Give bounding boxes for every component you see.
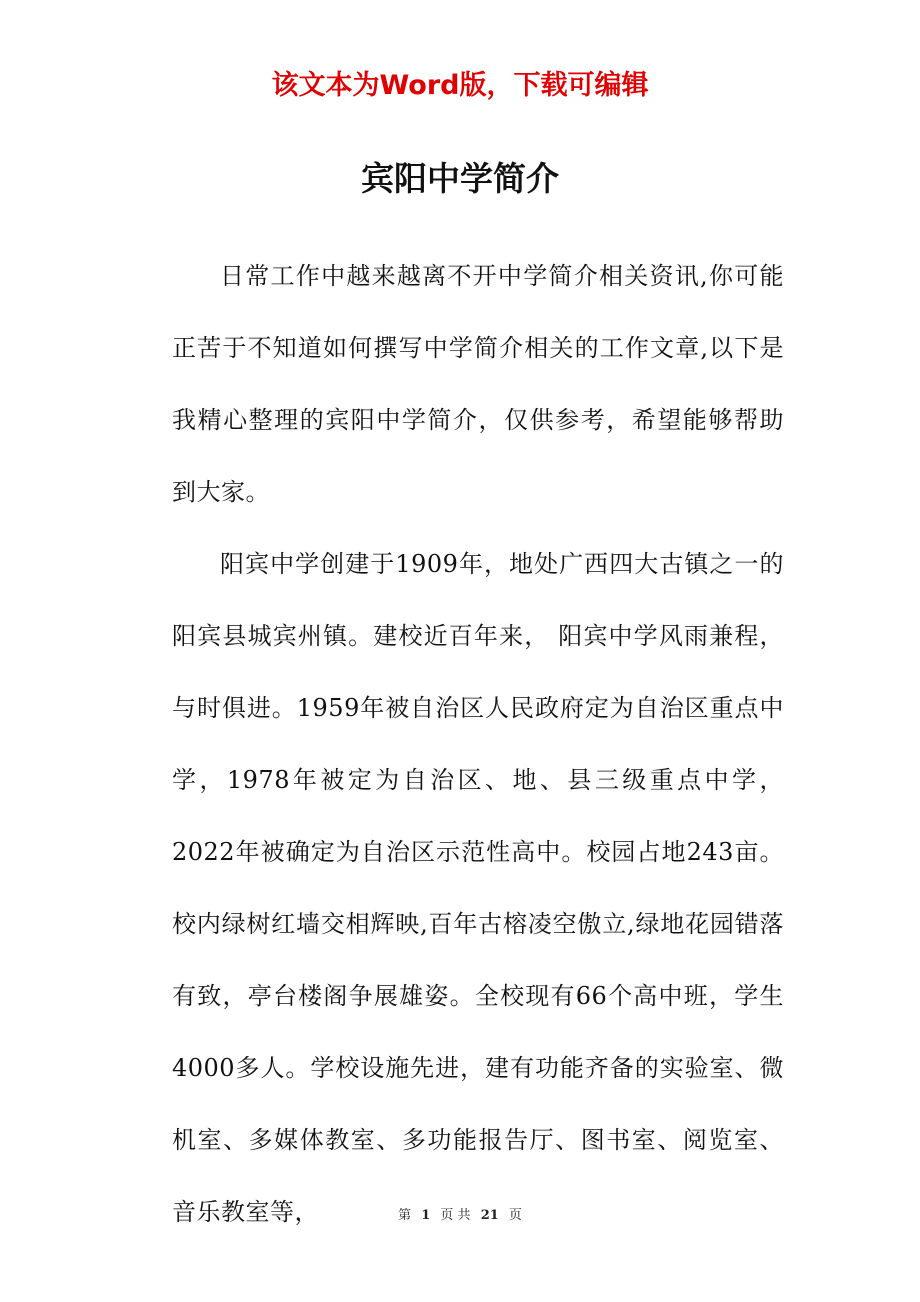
- footer-suffix: 页: [508, 1208, 522, 1223]
- document-body: [172, 240, 784, 1248]
- page-footer: [0, 1204, 920, 1228]
- paragraph-history: 阳宾中学创建于1909年，地处广西四大古镇之一的阳宾县城宾州镇。建校近百年来， 阳宾中学风雨兼程，与时俱进。1959年被自治区人民政府定为自治区重点中学，1978年被定为自治区、地、县三级重点中学，2022年被确定为自治区示范性高中。校园占地243亩。校内绿树红墙交相辉映,百年古榕凌空傲立,绿地花园错落有致，亭台楼阁争展雄姿。全校现有66个高中班，学生4000多人。学校设施先进，建有功能齐备的实验室、微机室、多媒体教室、多功能报告厅、图书室、阅览室、音乐教室等，: [172, 550, 784, 1226]
- page-title: 宾阳中学简介: [361, 159, 559, 198]
- footer-middle: 页 共: [440, 1208, 471, 1223]
- footer-prefix: 第: [398, 1208, 412, 1223]
- download-banner: 该文本为Word版，下载可编辑: [271, 70, 649, 101]
- current-page-number: 1: [421, 1208, 431, 1223]
- paragraph-intro: 日常工作中越来越离不开中学简介相关资讯,你可能正苦于不知道如何撰写中学简介相关的工作文章,以下是我精心整理的宾阳中学简介，仅供参考，希望能够帮助到大家。: [172, 262, 784, 506]
- total-page-count: 21: [480, 1208, 499, 1223]
